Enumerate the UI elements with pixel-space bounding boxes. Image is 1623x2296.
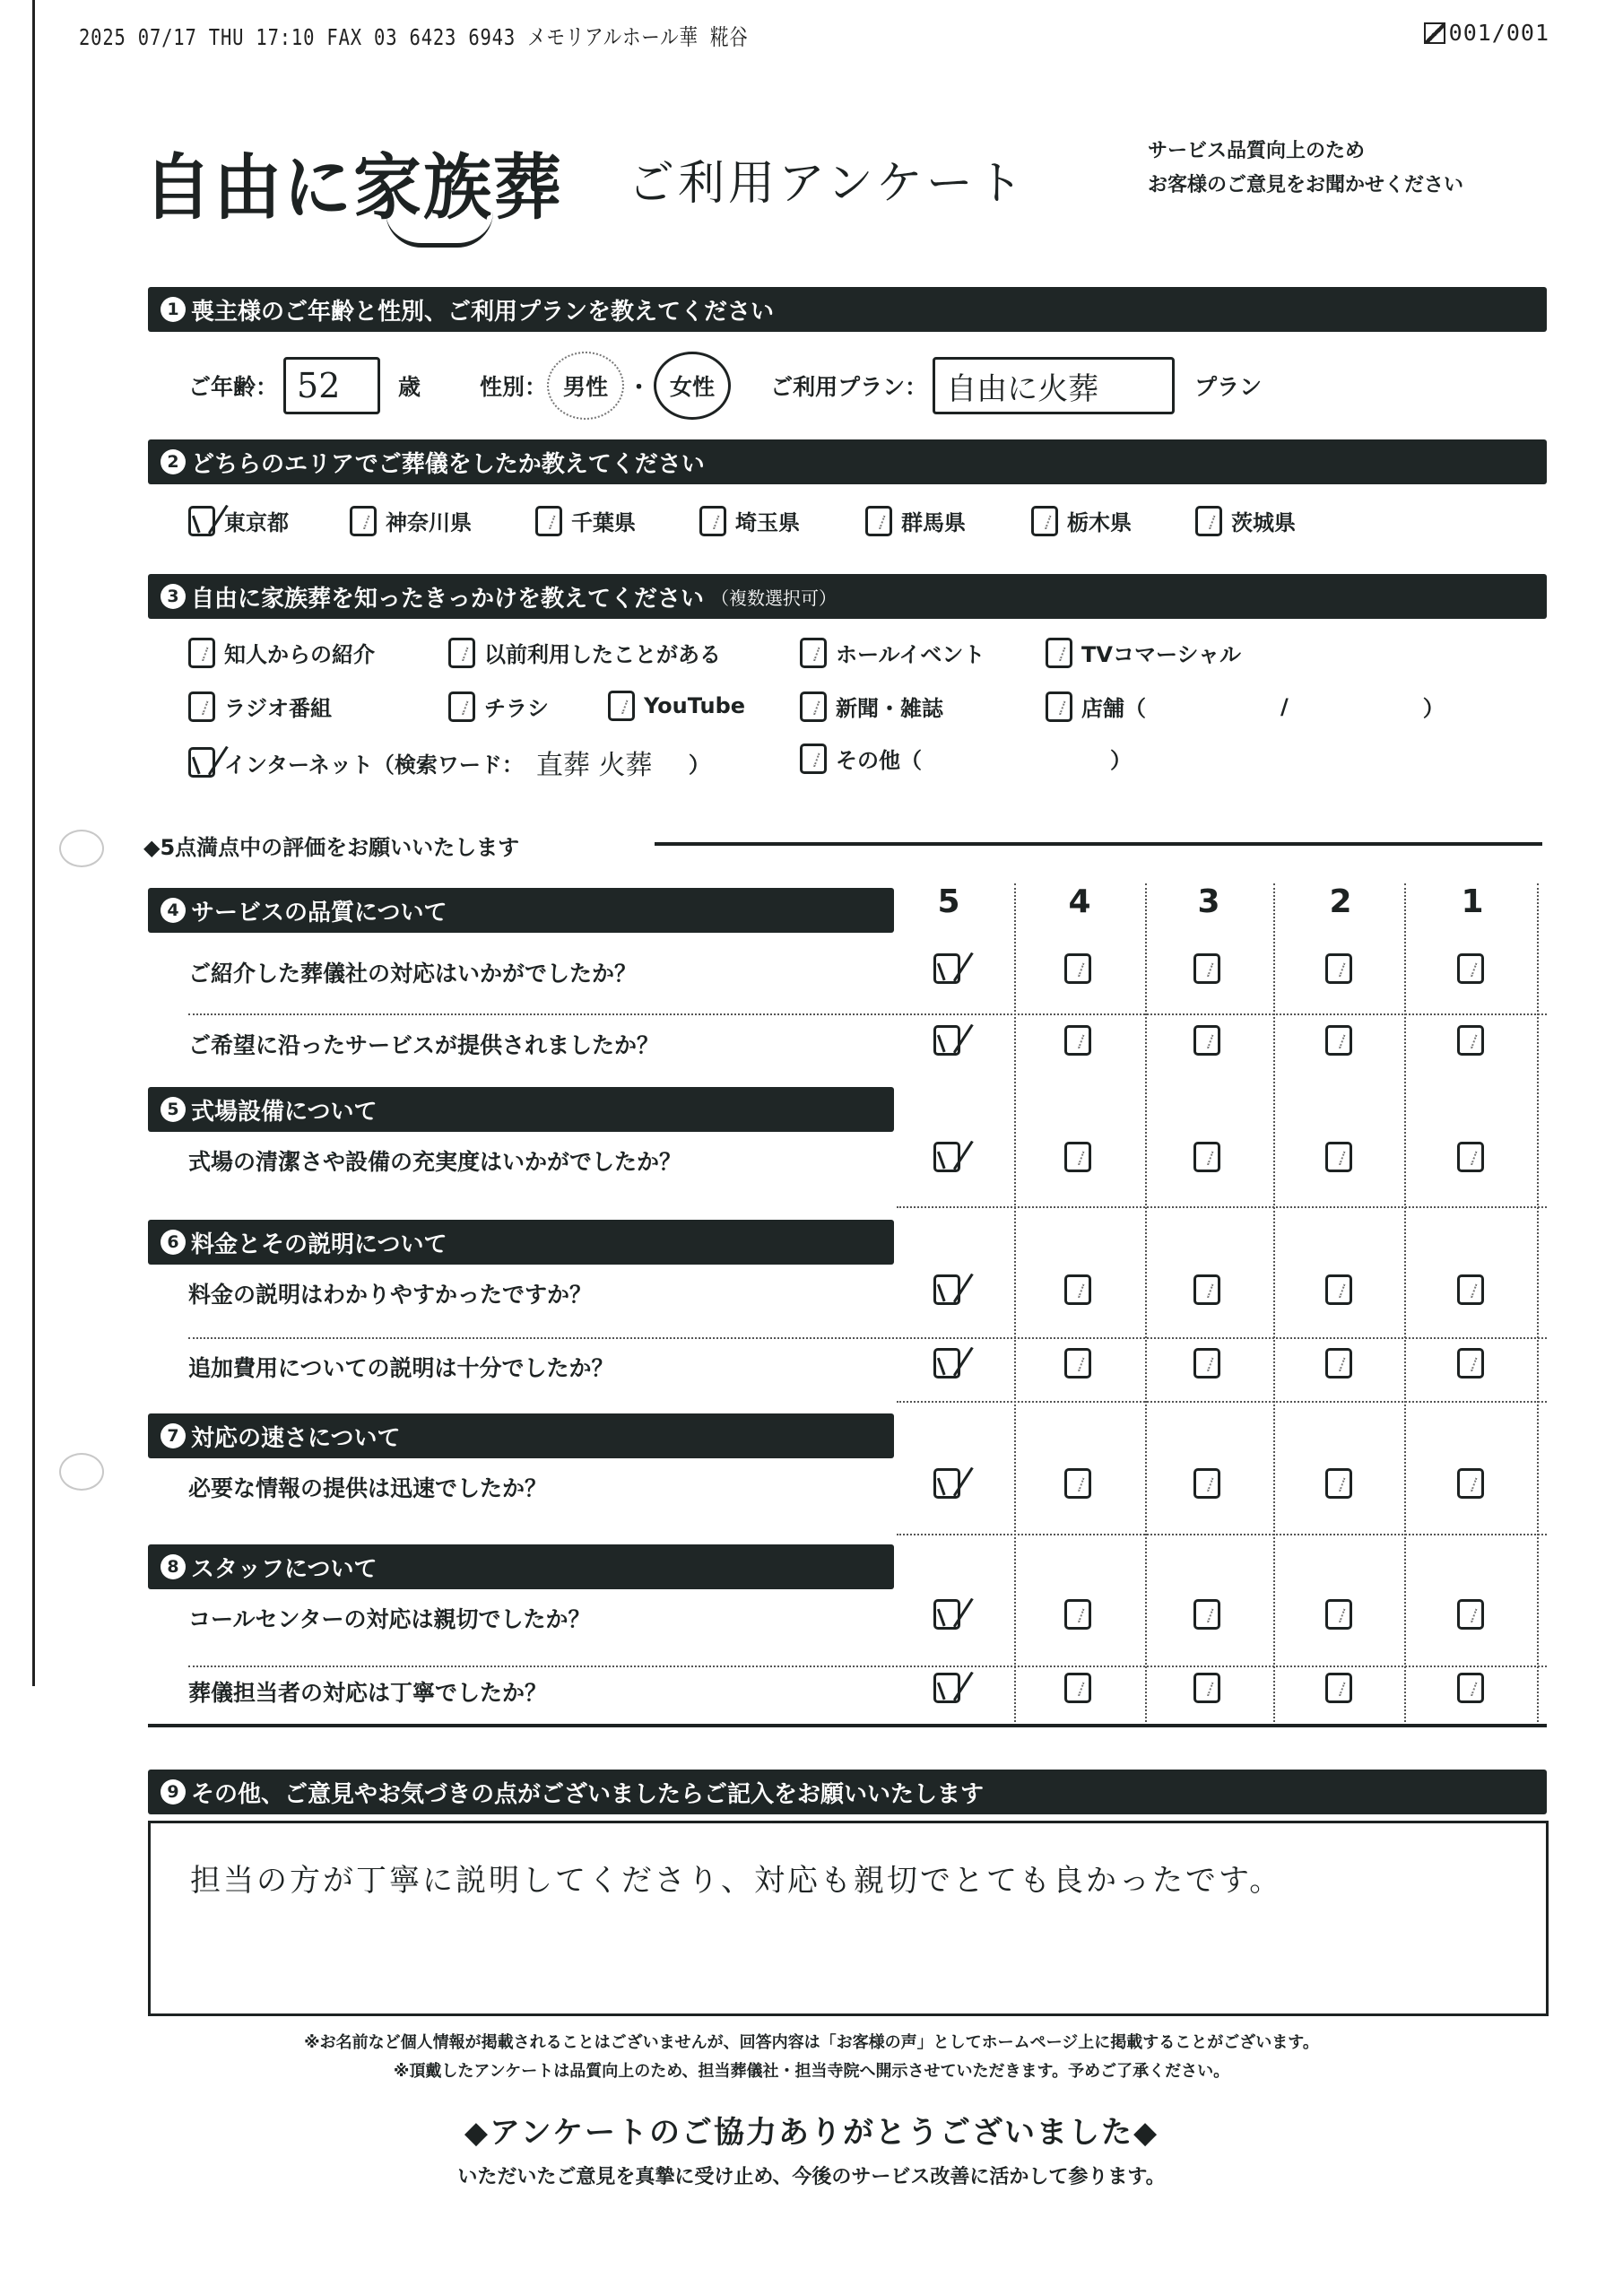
checkbox[interactable] [1325, 953, 1352, 984]
closing-paren: ） [688, 752, 710, 778]
rating-option-4[interactable] [1064, 1274, 1091, 1309]
faint-check-mark-icon [707, 512, 720, 528]
faint-check-mark-icon [1072, 1606, 1085, 1622]
rating-option-1[interactable] [1457, 1274, 1484, 1309]
section-number-badge: 9 [161, 1779, 186, 1805]
rating-option-3[interactable] [1193, 1142, 1220, 1176]
checkbox[interactable] [1457, 953, 1484, 984]
question-text: コールセンターの対応は親切でしたか？ [188, 1606, 591, 1632]
closing-paren: ） [1110, 748, 1132, 773]
source-option-label: チラシ [484, 696, 549, 721]
rating-heading [143, 830, 519, 861]
rating-option-1[interactable] [1457, 1025, 1484, 1059]
faint-check-mark-icon [1464, 1149, 1478, 1165]
rating-option-2[interactable] [1325, 1348, 1352, 1382]
section-5-header [148, 1087, 894, 1132]
checkbox[interactable] [448, 691, 475, 722]
source-option[interactable] [448, 637, 721, 668]
source-option[interactable] [448, 691, 549, 722]
faint-check-mark-icon [807, 698, 820, 714]
rating-option-1[interactable] [1457, 1673, 1484, 1707]
source-option[interactable] [1046, 637, 1241, 668]
checkbox[interactable] [1193, 1673, 1220, 1703]
rating-option-5[interactable] [933, 1025, 960, 1059]
checkbox[interactable] [1193, 1025, 1220, 1056]
grid-column-divider [1014, 883, 1016, 1722]
faint-check-mark-icon [1072, 1282, 1085, 1298]
source-option-label: ラジオ番組 [224, 696, 332, 721]
section-4-header [148, 888, 894, 933]
faint-check-mark-icon [1201, 1355, 1214, 1371]
source-option-label: その他（ [836, 748, 922, 773]
checkbox[interactable] [1457, 1673, 1484, 1703]
faint-check-mark-icon [1072, 961, 1085, 977]
rating-option-4[interactable] [1064, 953, 1091, 987]
area-option[interactable] [1031, 505, 1132, 536]
section-9-header [148, 1770, 1547, 1814]
faint-check-mark-icon [1038, 512, 1052, 528]
grid-row-divider [897, 1534, 1547, 1535]
faint-check-mark-icon [1201, 1149, 1214, 1165]
source-option-label: 新聞・雑誌 [836, 696, 943, 721]
rating-heading-rule [655, 842, 1542, 846]
source-option-label: TVコマーシャル [1081, 642, 1241, 667]
faint-check-mark-icon [1072, 1355, 1085, 1371]
checkbox[interactable] [350, 506, 377, 536]
faint-check-mark-icon [1332, 1282, 1346, 1298]
checkbox-checked[interactable] [933, 1468, 960, 1499]
plan-label: ご利用プラン： [770, 374, 928, 400]
section-8-header [148, 1544, 894, 1589]
source-option-label: YouTube [644, 693, 746, 718]
checkbox[interactable] [1064, 1348, 1091, 1378]
comment-text: 担当の方が丁寧に説明してくださり、対応も親切でとても良かったです。 [190, 1863, 1283, 1899]
rating-option-1[interactable] [1457, 1348, 1484, 1382]
question-text: 追加費用についての説明は十分でしたか？ [188, 1355, 614, 1381]
faint-check-mark-icon [1464, 1282, 1478, 1298]
section-number-badge: 6 [161, 1230, 186, 1255]
area-option[interactable] [535, 505, 636, 536]
checkbox[interactable] [699, 506, 726, 536]
rating-option-2[interactable] [1325, 1025, 1352, 1059]
faint-check-mark-icon [1072, 1680, 1085, 1696]
source-option[interactable] [608, 691, 745, 721]
rating-option-1[interactable] [1457, 1142, 1484, 1176]
rating-option-1[interactable] [1457, 953, 1484, 987]
gender-option-male[interactable]: 男性 [547, 352, 624, 420]
checkbox[interactable] [1064, 1673, 1091, 1703]
checkbox[interactable] [1457, 1348, 1484, 1378]
checkbox-checked[interactable] [933, 1599, 960, 1630]
checkbox[interactable] [1064, 1142, 1091, 1172]
grid-row-divider [897, 1401, 1547, 1403]
area-option-label: 群馬県 [901, 510, 966, 535]
section-6-header [148, 1220, 894, 1265]
checkbox[interactable] [1046, 638, 1072, 668]
faint-check-mark-icon [542, 512, 556, 528]
checkbox[interactable] [1064, 1274, 1091, 1305]
section-number-badge: 1 [161, 297, 186, 322]
comment-textarea[interactable] [148, 1821, 1549, 2016]
faint-check-mark-icon [1201, 1475, 1214, 1492]
store-separator: / [1280, 693, 1289, 719]
rating-option-3[interactable] [1193, 1348, 1220, 1382]
checkbox[interactable] [448, 638, 475, 668]
fax-transmission-info: 2025 07/17 THU 17:10 FAX 03 6423 6943 メモリアルホール華 糀谷 [79, 24, 749, 50]
grid-row-divider [897, 1206, 1547, 1208]
source-option[interactable] [800, 743, 1132, 774]
checkbox[interactable] [1325, 1274, 1352, 1305]
faint-check-mark-icon [1053, 644, 1066, 660]
grid-row-divider [188, 1337, 1547, 1339]
rating-option-5[interactable] [933, 1468, 960, 1502]
section-4-title: サービスの品質について [191, 899, 447, 926]
rating-option-5[interactable] [933, 953, 960, 987]
fax-header [79, 20, 1549, 56]
faint-check-mark-icon [1201, 1032, 1214, 1048]
checkbox[interactable] [1193, 1599, 1220, 1630]
checkbox-checked[interactable] [933, 1142, 960, 1172]
faint-check-mark-icon [195, 644, 209, 660]
grid-row-divider [188, 1013, 1547, 1015]
section-9-title: その他、ご意見やお気づきの点がございましたらご記入をお願いいたします [191, 1780, 985, 1808]
checkbox[interactable] [1325, 1348, 1352, 1378]
grid-column-divider [1537, 883, 1539, 1722]
rating-option-3[interactable] [1193, 1673, 1220, 1707]
faint-check-mark-icon [615, 698, 629, 714]
checkbox-checked[interactable] [933, 1274, 960, 1305]
checkbox[interactable] [1193, 953, 1220, 984]
faint-check-mark-icon [1202, 512, 1216, 528]
checkbox[interactable] [1325, 1142, 1352, 1172]
scale-label-1: 1 [1461, 883, 1484, 920]
rating-option-5[interactable] [933, 1599, 960, 1633]
faint-check-mark-icon [1464, 1680, 1478, 1696]
section-number-badge: 4 [161, 898, 186, 923]
source-option-label: 知人からの紹介 [224, 642, 375, 667]
age-label: ご年齢： [188, 374, 279, 400]
checkbox[interactable] [1193, 1348, 1220, 1378]
scale-label-5: 5 [937, 883, 960, 920]
section-6-title: 料金とその説明について [191, 1231, 447, 1258]
checkbox-checked[interactable] [933, 953, 960, 984]
rating-option-4[interactable] [1064, 1348, 1091, 1382]
section-2-title: どちらのエリアでご葬儀をしたか教えてください [191, 450, 705, 478]
scale-label-2: 2 [1329, 883, 1352, 920]
faint-check-mark-icon [1464, 1355, 1478, 1371]
scale-label-3: 3 [1197, 883, 1220, 920]
rating-option-2[interactable] [1325, 1142, 1352, 1176]
rating-option-4[interactable] [1064, 1599, 1091, 1633]
section-number-badge: 5 [161, 1097, 186, 1122]
rating-option-5[interactable] [933, 1274, 960, 1309]
question-text: ご希望に沿ったサービスが提供されましたか？ [188, 1032, 660, 1058]
rating-bottom-rule [148, 1724, 1547, 1727]
checkbox-checked[interactable] [933, 1673, 960, 1703]
question-text: ご紹介した葬儀社の対応はいかがでしたか？ [188, 961, 638, 987]
footer-notes [0, 2029, 1623, 2086]
gender-label: 性別： [480, 374, 548, 400]
checkbox-checked[interactable] [188, 506, 215, 536]
grid-column-divider [1404, 883, 1406, 1722]
faint-check-mark-icon [1332, 1475, 1346, 1492]
checkbox[interactable] [800, 638, 827, 668]
faint-check-mark-icon [1201, 961, 1214, 977]
faint-check-mark-icon [1201, 1606, 1214, 1622]
checkbox[interactable] [1193, 1142, 1220, 1172]
source-option[interactable] [800, 691, 943, 722]
section-5-title: 式場設備について [191, 1098, 378, 1126]
privacy-note: ※お名前など個人情報が掲載されることはございませんが、回答内容は「お客様の声」としてホームページ上に掲載することがございます。 [304, 2033, 1319, 2052]
checkbox[interactable] [1193, 1274, 1220, 1305]
scale-label-4: 4 [1068, 883, 1091, 920]
checkbox[interactable] [1457, 1468, 1484, 1499]
rating-option-4[interactable] [1064, 1673, 1091, 1707]
faint-check-mark-icon [1201, 1680, 1214, 1696]
section-7-title: 対応の速さについて [191, 1424, 401, 1452]
question-text: 必要な情報の提供は迅速でしたか？ [188, 1475, 548, 1501]
margin-line [32, 0, 35, 1686]
grid-column-divider [1273, 883, 1275, 1722]
rating-option-1[interactable] [1457, 1599, 1484, 1633]
area-option-label: 東京都 [224, 510, 289, 535]
section-1-header [148, 287, 1547, 332]
area-option-label: 千葉県 [571, 510, 636, 535]
tagline [1148, 135, 1463, 203]
source-option[interactable] [188, 637, 375, 668]
source-option[interactable] [1046, 691, 1445, 722]
section-number-badge: 2 [161, 449, 186, 474]
faint-check-mark-icon [456, 698, 469, 714]
source-option[interactable] [188, 743, 710, 782]
section-1-fields [188, 352, 1262, 420]
rating-option-2[interactable] [1325, 1599, 1352, 1633]
source-option-label: 以前利用したことがある [484, 642, 721, 667]
rating-option-5[interactable] [933, 1673, 960, 1707]
area-option[interactable] [865, 505, 966, 536]
area-option[interactable] [188, 505, 289, 536]
question-text: 料金の説明はわかりやすかったですか？ [188, 1282, 593, 1308]
rating-option-3[interactable] [1193, 1468, 1220, 1502]
rating-option-2[interactable] [1325, 1673, 1352, 1707]
source-option-label: 店舗（ [1081, 696, 1146, 721]
area-option-label: 神奈川県 [386, 510, 472, 535]
section-2-header [148, 439, 1547, 484]
faint-check-mark-icon [1072, 1475, 1085, 1492]
section-3-header [148, 574, 1547, 619]
rating-heading-text: ◆5点満点中の評価をお願いいたします [143, 835, 520, 860]
faint-check-mark-icon [1201, 1282, 1214, 1298]
faint-check-mark-icon [1332, 1355, 1346, 1371]
section-8-title: スタッフについて [191, 1555, 378, 1583]
rating-option-3[interactable] [1193, 1599, 1220, 1633]
source-option[interactable] [188, 691, 332, 722]
faint-check-mark-icon [1464, 961, 1478, 977]
area-option-label: 栃木県 [1067, 510, 1132, 535]
rating-option-5[interactable] [933, 1142, 960, 1176]
checkbox[interactable] [1325, 1468, 1352, 1499]
rating-option-4[interactable] [1064, 1468, 1091, 1502]
checkbox[interactable] [1195, 506, 1222, 536]
faint-check-mark-icon [1072, 1149, 1085, 1165]
rating-option-3[interactable] [1193, 1274, 1220, 1309]
faint-check-mark-icon [1464, 1032, 1478, 1048]
checkbox[interactable] [1325, 1025, 1352, 1056]
plan-input[interactable]: 自由に火葬 [933, 357, 1175, 414]
logo-text: 自由に家族葬 [143, 145, 563, 230]
search-word-input[interactable]: 直葬 火葬 [535, 750, 653, 781]
survey-title: ご利用アンケート [628, 157, 1027, 211]
rating-option-2[interactable] [1325, 1274, 1352, 1309]
thank-you-heading: ◆アンケートのご協力ありがとうございました◆ [464, 2115, 1159, 2151]
punch-hole-mark [59, 1453, 104, 1491]
punch-hole-mark [59, 830, 104, 867]
fax-page-counter [1424, 20, 1549, 46]
grid-row-divider [188, 1665, 1547, 1667]
faint-check-mark-icon [872, 512, 886, 528]
age-unit: 歳 [398, 374, 421, 400]
rating-option-2[interactable] [1325, 953, 1352, 987]
faint-check-mark-icon [1332, 1032, 1346, 1048]
section-7-header [148, 1413, 894, 1458]
faint-check-mark-icon [807, 644, 820, 660]
faint-check-mark-icon [807, 750, 820, 766]
faint-check-mark-icon [1464, 1606, 1478, 1622]
faint-check-mark-icon [1332, 1149, 1346, 1165]
faint-check-mark-icon [195, 698, 209, 714]
rating-option-2[interactable] [1325, 1468, 1352, 1502]
section-number-badge: 8 [161, 1554, 186, 1579]
faint-check-mark-icon [1332, 1606, 1346, 1622]
checkbox[interactable] [800, 691, 827, 722]
source-option-label: インターネット（検索ワード： [224, 752, 524, 778]
checkbox-checked[interactable] [933, 1348, 960, 1378]
faint-check-mark-icon [1053, 698, 1066, 714]
checkbox[interactable] [1064, 953, 1091, 984]
closing-paren: ） [1422, 696, 1445, 721]
checkbox[interactable] [1064, 1468, 1091, 1499]
source-option[interactable] [800, 637, 985, 668]
checkbox[interactable] [1457, 1142, 1484, 1172]
checkbox[interactable] [535, 506, 562, 536]
faint-check-mark-icon [1072, 1032, 1085, 1048]
thank-you-message: いただいたご意見を真摯に受け止め、今後のサービス改善に活かして参ります。 [457, 2166, 1166, 2188]
section-3-title: 自由に家族葬を知ったきっかけを教えてください [191, 585, 705, 613]
checkbox[interactable] [1031, 506, 1058, 536]
section-number-badge: 3 [161, 584, 186, 609]
brand-logo [143, 133, 563, 231]
checkbox[interactable] [1325, 1599, 1352, 1630]
fax-page-icon [1424, 22, 1445, 44]
checkbox[interactable] [188, 691, 215, 722]
faint-check-mark-icon [1332, 1680, 1346, 1696]
checkbox[interactable] [188, 638, 215, 668]
checkbox[interactable] [1064, 1025, 1091, 1056]
gender-option-female[interactable]: 女性 [654, 352, 731, 420]
faint-check-mark-icon [456, 644, 469, 660]
area-option[interactable] [350, 505, 472, 536]
rating-option-1[interactable] [1457, 1468, 1484, 1502]
area-option-label: 埼玉県 [735, 510, 800, 535]
checkbox[interactable] [800, 744, 827, 774]
question-text: 式場の清潔さや設備の充実度はいかがでしたか？ [188, 1149, 682, 1175]
checkbox[interactable] [608, 691, 635, 721]
rating-option-4[interactable] [1064, 1142, 1091, 1176]
plan-unit: プラン [1194, 374, 1263, 400]
checkbox[interactable] [1457, 1025, 1484, 1056]
checkbox[interactable] [1457, 1274, 1484, 1305]
disclosure-note: ※頂戴したアンケートは品質向上のため、担当葬儀社・担当寺院へ開示させていただきます。予めご了承ください。 [393, 2062, 1230, 2081]
area-option[interactable] [1195, 505, 1296, 536]
faint-check-mark-icon [1464, 1475, 1478, 1492]
checkbox[interactable] [865, 506, 892, 536]
checkbox[interactable] [1064, 1599, 1091, 1630]
tagline-line-1: サービス品質向上のため [1148, 140, 1366, 162]
gender-separator: ・ [628, 374, 651, 400]
checkbox[interactable] [1193, 1468, 1220, 1499]
fax-page-number: 001/001 [1448, 20, 1549, 46]
section-3-note: （複数選択可） [711, 587, 838, 609]
rating-option-4[interactable] [1064, 1025, 1091, 1059]
area-option-label: 茨城県 [1231, 510, 1296, 535]
checkbox[interactable] [1325, 1673, 1352, 1703]
rating-option-5[interactable] [933, 1348, 960, 1382]
rating-option-3[interactable] [1193, 953, 1220, 987]
faint-check-mark-icon [1332, 961, 1346, 977]
rating-option-3[interactable] [1193, 1025, 1220, 1059]
checkbox[interactable] [1457, 1599, 1484, 1630]
section-1-title: 喪主様のご年齢と性別、ご利用プランを教えてください [191, 298, 775, 326]
section-number-badge: 7 [161, 1423, 186, 1448]
checkbox-checked[interactable] [188, 747, 215, 778]
source-option-label: ホールイベント [836, 642, 985, 667]
logo-swoosh [386, 212, 493, 248]
checkbox-checked[interactable] [933, 1025, 960, 1056]
faint-check-mark-icon [357, 512, 370, 528]
grid-column-divider [1145, 883, 1147, 1722]
checkbox[interactable] [1046, 691, 1072, 722]
age-input[interactable]: 52 [283, 357, 380, 414]
area-option[interactable] [699, 505, 800, 536]
tagline-line-2: お客様のご意見をお聞かせください [1148, 174, 1464, 196]
question-text: 葬儀担当者の対応は丁寧でしたか？ [188, 1680, 548, 1706]
